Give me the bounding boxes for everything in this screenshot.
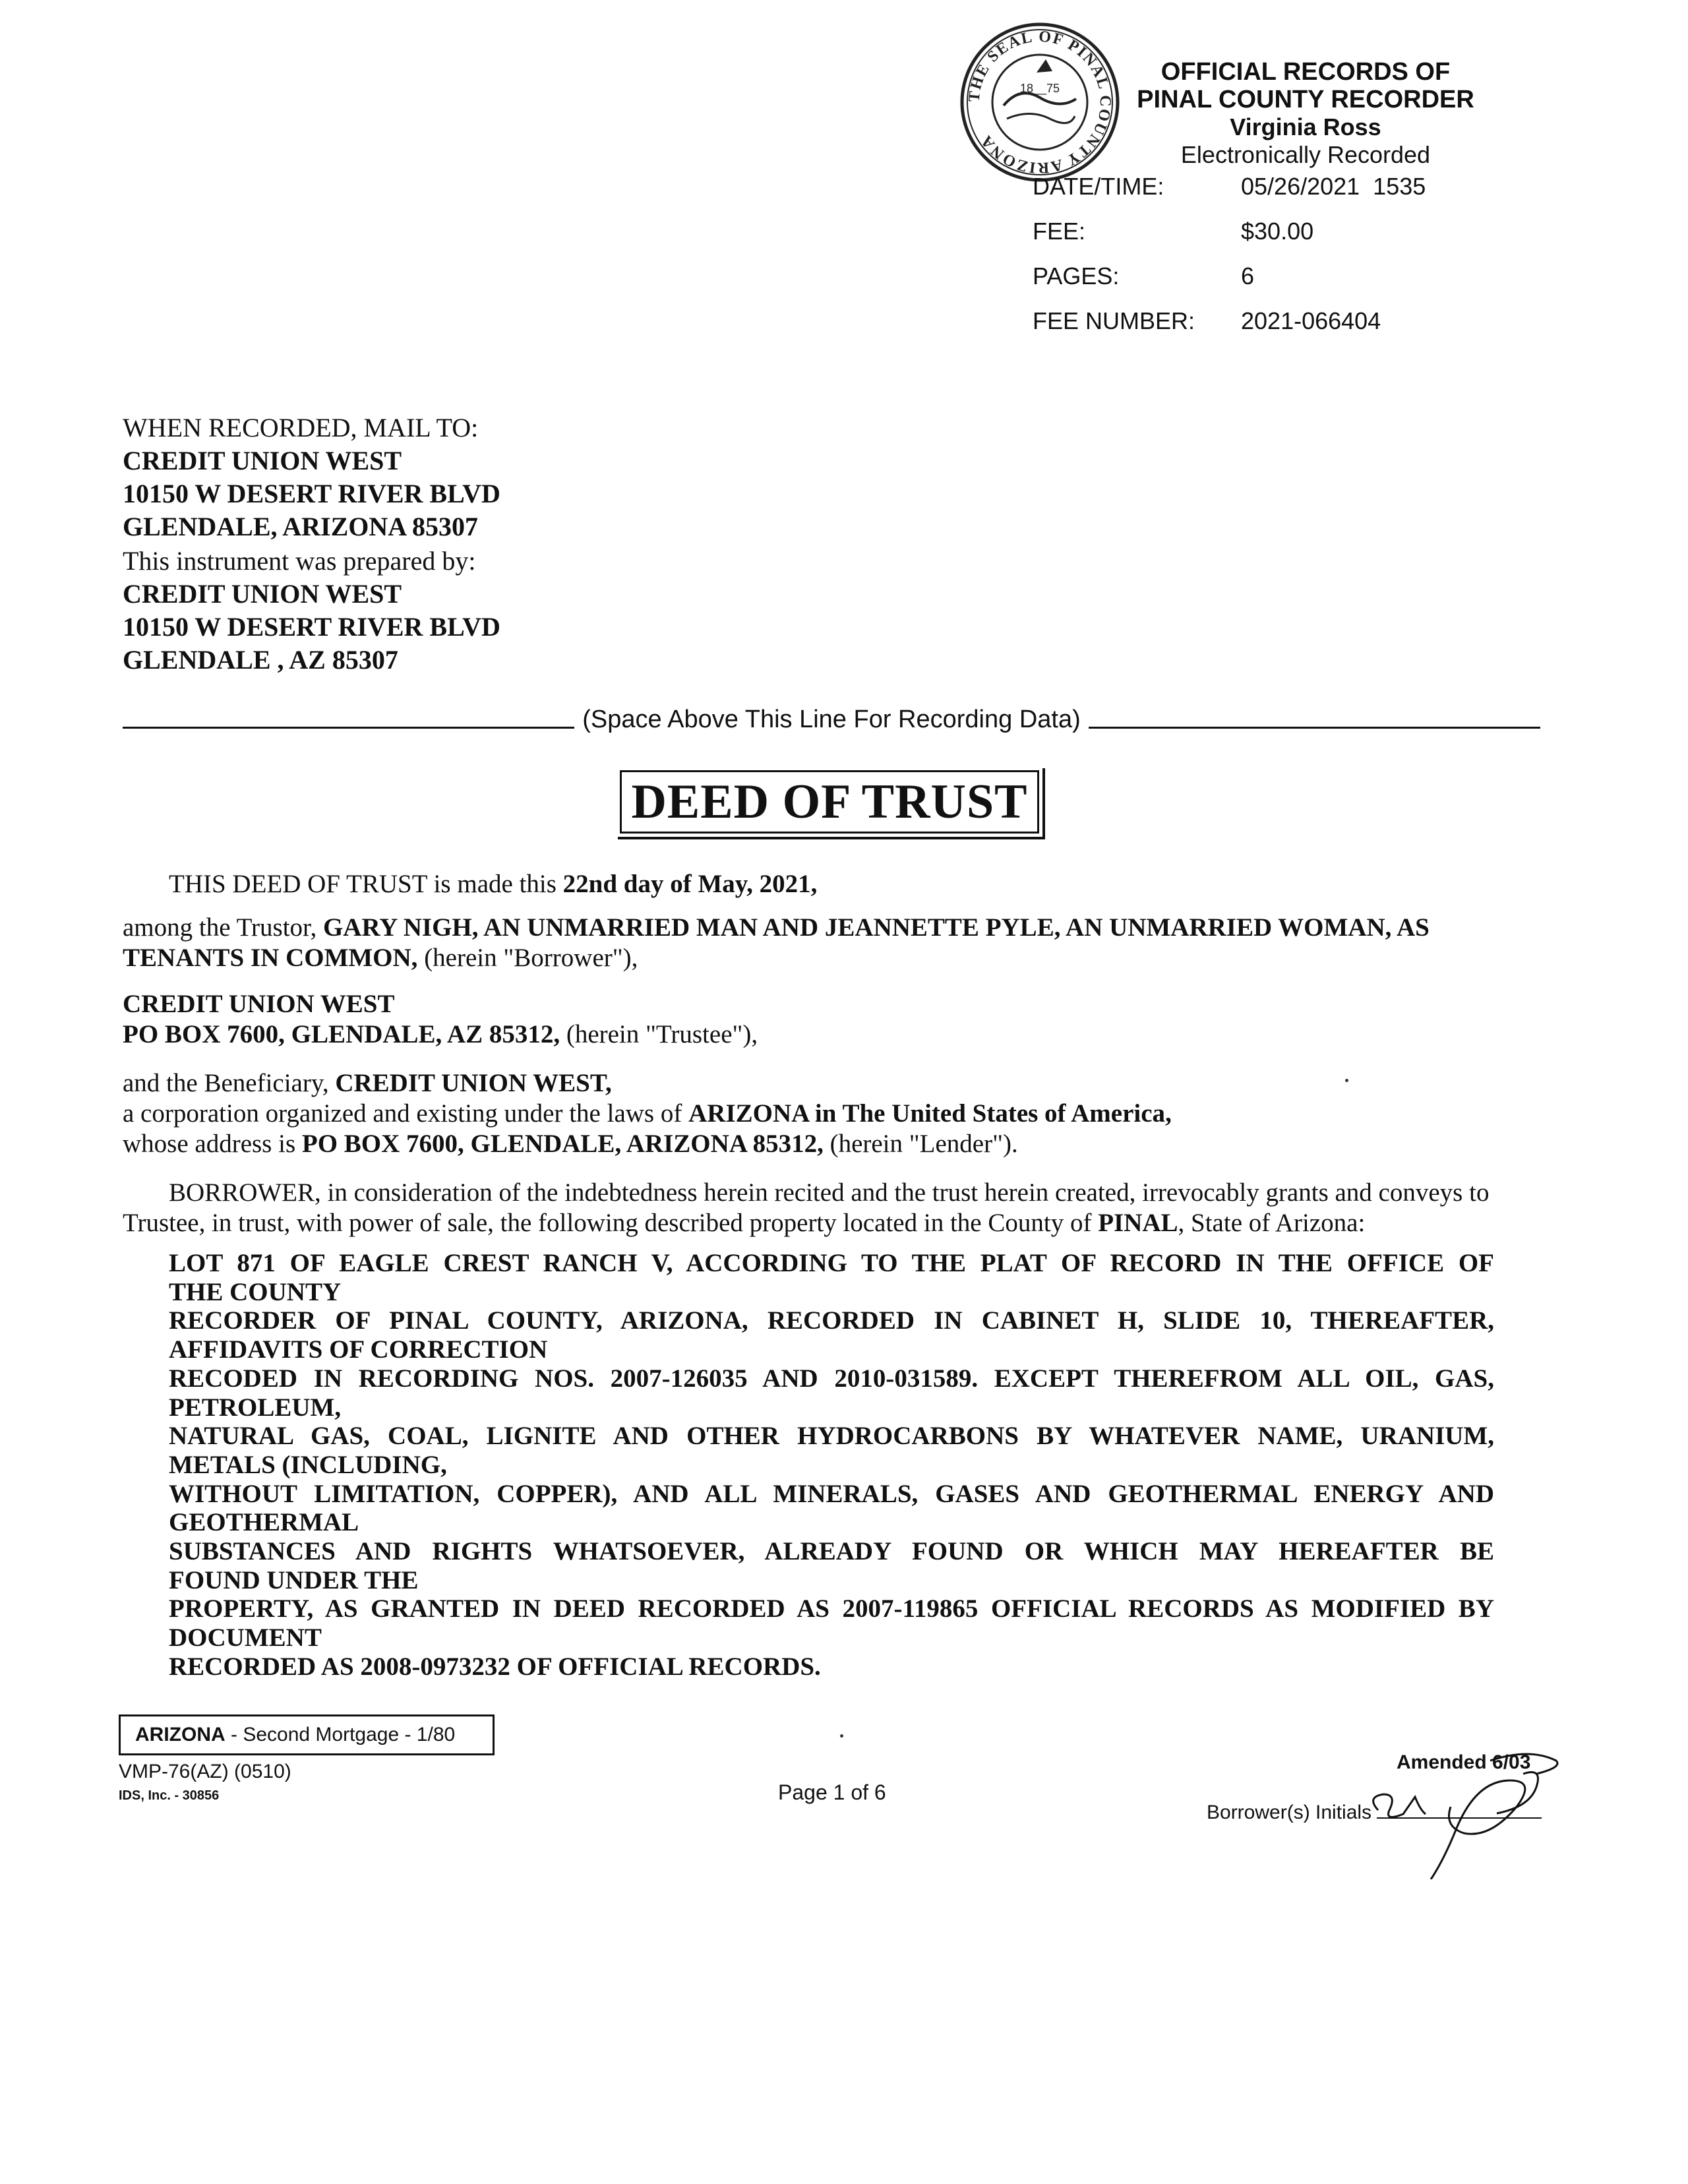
beneficiary-comma: , bbox=[605, 1069, 612, 1097]
mail-to-name: CREDIT UNION WEST bbox=[123, 446, 402, 475]
recording-key: PAGES: bbox=[1033, 262, 1120, 289]
legal-line: PETROLEUM, bbox=[169, 1393, 342, 1422]
made-prefix: THIS DEED OF TRUST is made this bbox=[169, 870, 563, 898]
recording-key: FEE NUMBER: bbox=[1033, 307, 1195, 334]
trustor-prefix: among the Trustor, bbox=[123, 913, 323, 942]
recording-info-table bbox=[1033, 173, 1426, 352]
made-paragraph bbox=[169, 869, 1593, 899]
legal-line: RECORDED AS 2008-0973232 OF OFFICIAL RECORDS. bbox=[169, 1652, 821, 1681]
initials-label-text: Borrower(s) Initials bbox=[1207, 1802, 1372, 1823]
mail-to-address-1: 10150 W DESERT RIVER BLVD bbox=[123, 479, 500, 508]
prepared-by-name: CREDIT UNION WEST bbox=[123, 579, 402, 609]
recording-value: 05/26/2021 1535 bbox=[1241, 173, 1426, 200]
beneficiary-state-comma: , bbox=[1165, 1099, 1172, 1128]
recorder-name: Virginia Ross bbox=[1230, 113, 1381, 140]
beneficiary-state: ARIZONA in The United States of America bbox=[688, 1099, 1166, 1128]
recording-row-fee bbox=[1033, 218, 1426, 262]
recording-value: $30.00 bbox=[1241, 218, 1314, 245]
form-code: VMP-76(AZ) (0510) bbox=[119, 1761, 291, 1782]
seal-ring-text: THE SEAL OF PINAL COUNTY ARIZONA bbox=[965, 28, 1114, 177]
legal-line: DOCUMENT bbox=[169, 1623, 322, 1653]
scan-speck bbox=[1345, 1079, 1348, 1082]
mail-to-address-2: GLENDALE, ARIZONA 85307 bbox=[123, 512, 478, 541]
county-seal-icon bbox=[957, 20, 1122, 185]
initials-signature-icon bbox=[1358, 1747, 1582, 1879]
trustee-name: CREDIT UNION WEST bbox=[123, 990, 395, 1018]
legal-line: WITHOUT LIMITATION, COPPER), AND ALL MINERALS, GASES AND GEOTHERMAL ENERGY AND bbox=[169, 1479, 1494, 1508]
form-state: ARIZONA bbox=[135, 1724, 226, 1745]
svg-text:THE SEAL OF PINAL COUNTY ARIZO bbox=[966, 28, 1114, 177]
recorder-line-2: PINAL COUNTY RECORDER bbox=[1137, 86, 1474, 113]
trustee-suffix: (herein "Trustee"), bbox=[560, 1020, 758, 1048]
recording-space-divider bbox=[123, 706, 1540, 734]
document-title-box bbox=[620, 770, 1039, 834]
made-date: 22nd day of May, 2021 bbox=[562, 870, 811, 898]
prepared-by-address-1: 10150 W DESERT RIVER BLVD bbox=[123, 612, 500, 642]
prepared-by-block bbox=[123, 545, 500, 677]
recording-row-fee-number bbox=[1033, 307, 1426, 352]
trustor-names: GARY NIGH, AN UNMARRIED MAN AND JEANNETTE PYLE, AN UNMARRIED WOMAN, AS TENANTS IN COMMON, bbox=[123, 913, 1430, 972]
form-type-box bbox=[119, 1714, 495, 1755]
legal-line: GEOTHERMAL bbox=[169, 1508, 359, 1537]
trustor-suffix: (herein "Borrower"), bbox=[417, 944, 638, 972]
borrower-county: PINAL bbox=[1098, 1209, 1178, 1237]
trustee-paragraph bbox=[123, 989, 1547, 1050]
legal-line: NATURAL GAS, COAL, LIGNITE AND OTHER HYDROCARBONS BY WHATEVER NAME, URANIUM, bbox=[169, 1422, 1494, 1451]
seal-years: 18__75 bbox=[1019, 82, 1060, 95]
recording-row-pages bbox=[1033, 262, 1426, 307]
legal-line: LOT 871 OF EAGLE CREST RANCH V, ACCORDING TO THE PLAT OF RECORD IN THE OFFICE OF bbox=[169, 1249, 1494, 1277]
recording-key: DATE/TIME: bbox=[1033, 173, 1164, 200]
mail-to-block bbox=[123, 411, 500, 543]
borrower-grant-paragraph bbox=[123, 1178, 1547, 1238]
legal-line: FOUND UNDER THE bbox=[169, 1565, 419, 1594]
trustee-address: PO BOX 7600, GLENDALE, AZ 85312, bbox=[123, 1020, 560, 1048]
beneficiary-org-prefix: a corporation organized and existing under the laws of bbox=[123, 1099, 689, 1128]
legal-line: PROPERTY, AS GRANTED IN DEED RECORDED AS 2007-119865 OFFICIAL RECORDS AS MODIFIED BY bbox=[169, 1594, 1494, 1623]
mail-to-label: WHEN RECORDED, MAIL TO: bbox=[123, 413, 479, 442]
legal-line: SUBSTANCES AND RIGHTS WHATSOEVER, ALREADY FOUND OR WHICH MAY HEREAFTER BE bbox=[169, 1537, 1494, 1566]
beneficiary-paragraph bbox=[123, 1068, 1547, 1159]
legal-description bbox=[169, 1249, 1494, 1682]
made-suffix: , bbox=[810, 870, 818, 898]
legal-line: THE COUNTY bbox=[169, 1277, 342, 1306]
beneficiary-name: CREDIT UNION WEST bbox=[335, 1069, 605, 1097]
recorder-status: Electronically Recorded bbox=[1180, 141, 1431, 168]
borrower-grant-text: BORROWER, in consideration of the indebtedness herein recited and the trust herein created, irrevocably grants and conveys to Trustee, in trust, with power of sale, the following described property located in the County of bbox=[123, 1178, 1490, 1237]
recording-row-datetime bbox=[1033, 173, 1426, 218]
recording-value: 2021-066404 bbox=[1241, 307, 1381, 334]
beneficiary-prefix: and the Beneficiary, bbox=[123, 1069, 336, 1097]
beneficiary-suffix: (herein "Lender"). bbox=[823, 1130, 1018, 1158]
recorder-header bbox=[1121, 58, 1490, 169]
form-description: - Second Mortgage - 1/80 bbox=[225, 1724, 456, 1745]
legal-line: AFFIDAVITS OF CORRECTION bbox=[169, 1335, 548, 1364]
recording-space-label: (Space Above This Line For Recording Data) bbox=[582, 706, 1081, 733]
beneficiary-address-prefix: whose address is bbox=[123, 1130, 302, 1158]
amended-label: Amended 6/03 bbox=[1397, 1751, 1531, 1773]
recording-value: 6 bbox=[1241, 262, 1255, 289]
trustor-paragraph bbox=[123, 913, 1547, 973]
legal-line: RECODED IN RECORDING NOS. 2007-126035 AND 2010-031589. EXCEPT THEREFROM ALL OIL, GAS, bbox=[169, 1364, 1494, 1393]
legal-line: RECORDER OF PINAL COUNTY, ARIZONA, RECORDED IN CABINET H, SLIDE 10, THEREAFTER, bbox=[169, 1306, 1494, 1335]
legal-line: METALS (INCLUDING, bbox=[169, 1450, 447, 1479]
divider-rule-right bbox=[1089, 707, 1540, 729]
recorder-line-1: OFFICIAL RECORDS OF bbox=[1160, 58, 1451, 86]
page-number: Page 1 of 6 bbox=[778, 1780, 886, 1804]
form-vendor: IDS, Inc. - 30856 bbox=[119, 1788, 220, 1803]
beneficiary-address: PO BOX 7600, GLENDALE, ARIZONA 85312, bbox=[301, 1130, 824, 1158]
divider-rule-left bbox=[123, 707, 574, 729]
prepared-by-address-2: GLENDALE , AZ 85307 bbox=[123, 645, 398, 675]
borrower-grant-suffix: , State of Arizona: bbox=[1178, 1209, 1366, 1237]
document-title: DEED OF TRUST bbox=[631, 774, 1028, 829]
recording-key: FEE: bbox=[1033, 218, 1086, 245]
prepared-by-label: This instrument was prepared by: bbox=[123, 546, 476, 576]
scan-speck bbox=[840, 1734, 843, 1738]
